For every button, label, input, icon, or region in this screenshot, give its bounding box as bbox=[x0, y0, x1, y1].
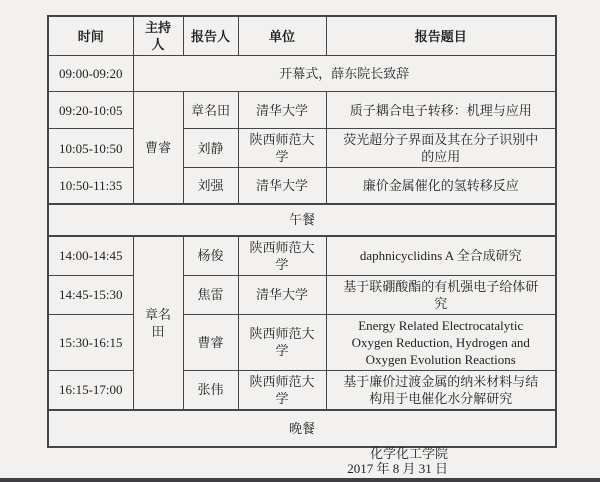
speaker-cell: 曹睿 bbox=[183, 314, 238, 370]
time-cell: 15:30-16:15 bbox=[48, 314, 133, 370]
speaker-cell: 杨俊 bbox=[183, 236, 238, 276]
header-cell-speaker: 报告人 bbox=[183, 16, 238, 56]
schedule-table bbox=[47, 15, 557, 448]
title-cell: 基于廉价过渡金属的纳米材料与结构用于电催化水分解研究 bbox=[326, 370, 556, 410]
talk-row bbox=[48, 168, 556, 204]
speaker-cell: 刘静 bbox=[183, 129, 238, 168]
unit-cell: 陕西师范大学 bbox=[238, 129, 326, 168]
window-edge-bar bbox=[0, 478, 600, 482]
speaker-cell: 张伟 bbox=[183, 370, 238, 410]
footer-date: 2017 年 8 月 31 日 bbox=[347, 461, 448, 476]
speaker-cell: 焦雷 bbox=[183, 275, 238, 314]
meal-cell: 晚餐 bbox=[48, 410, 556, 447]
time-cell: 09:20-10:05 bbox=[48, 92, 133, 129]
unit-cell: 清华大学 bbox=[238, 168, 326, 204]
talk-row bbox=[48, 129, 556, 168]
talk-row bbox=[48, 314, 556, 370]
unit-cell: 清华大学 bbox=[238, 275, 326, 314]
dinner-row bbox=[48, 410, 556, 447]
header-cell-title: 报告题目 bbox=[326, 16, 556, 56]
talk-row bbox=[48, 370, 556, 410]
title-cell: Energy Related Electrocatalytic Oxygen Reduction, Hydrogen and Oxygen Evolution Reactions bbox=[326, 314, 556, 370]
talk-row bbox=[48, 275, 556, 314]
footer bbox=[47, 446, 555, 476]
title-cell: 基于联硼酸酯的有机强电子给体研究 bbox=[326, 275, 556, 314]
time-cell: 10:50-11:35 bbox=[48, 168, 133, 204]
speaker-cell: 刘强 bbox=[183, 168, 238, 204]
talk-row bbox=[48, 236, 556, 276]
talk-row bbox=[48, 92, 556, 129]
meal-cell: 午餐 bbox=[48, 204, 556, 236]
time-cell: 14:45-15:30 bbox=[48, 275, 133, 314]
unit-cell: 陕西师范大学 bbox=[238, 236, 326, 276]
host-cell: 曹睿 bbox=[133, 92, 183, 204]
time-cell: 14:00-14:45 bbox=[48, 236, 133, 276]
lunch-row bbox=[48, 204, 556, 236]
opening-row bbox=[48, 56, 556, 92]
title-cell: 质子耦合电子转移：机理与应用 bbox=[326, 92, 556, 129]
footer-institution: 化学化工学院 bbox=[369, 446, 448, 461]
event-cell: 开幕式，薛东院长致辞 bbox=[133, 56, 556, 92]
header-cell-unit: 单位 bbox=[238, 16, 326, 56]
unit-cell: 清华大学 bbox=[238, 92, 326, 129]
time-cell: 09:00-09:20 bbox=[48, 56, 133, 92]
time-cell: 16:15-17:00 bbox=[48, 370, 133, 410]
time-cell: 10:05-10:50 bbox=[48, 129, 133, 168]
unit-cell: 陕西师范大学 bbox=[238, 314, 326, 370]
title-cell: 廉价金属催化的氢转移反应 bbox=[326, 168, 556, 204]
header-cell-time: 时间 bbox=[48, 16, 133, 56]
header-cell-host: 主持人 bbox=[133, 16, 183, 56]
title-cell: 荧光超分子界面及其在分子识别中的应用 bbox=[326, 129, 556, 168]
title-cell: daphnicyclidins A 全合成研究 bbox=[326, 236, 556, 276]
unit-cell: 陕西师范大学 bbox=[238, 370, 326, 410]
header-row bbox=[48, 16, 556, 56]
speaker-cell: 章名田 bbox=[183, 92, 238, 129]
host-cell: 章名田 bbox=[133, 236, 183, 410]
